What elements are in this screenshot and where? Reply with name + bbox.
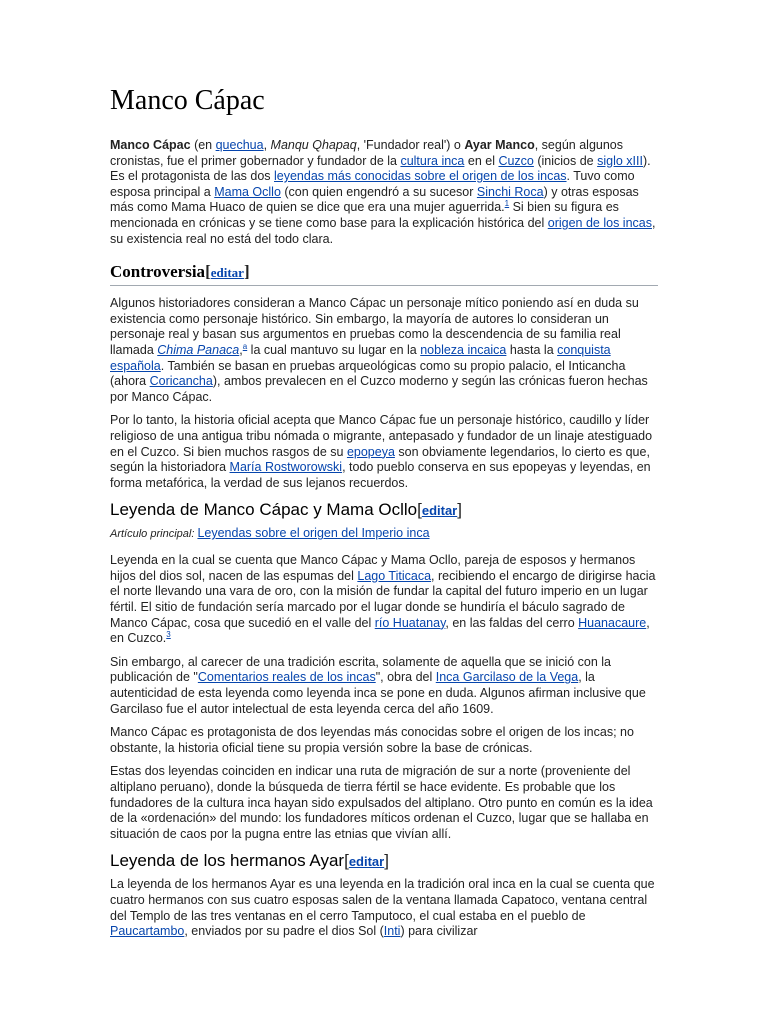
link-origen-incas[interactable]: origen de los incas <box>547 215 652 230</box>
link-lago-titicaca[interactable]: Lago Titicaca <box>357 568 432 583</box>
text: , todo pueblo conserva en sus epopeyas y leyendas, en forma metafórica, la verdad de sus lejanos recuerdos. <box>110 460 651 490</box>
link-maria-rostworowski[interactable]: María Rostworowski <box>229 460 343 475</box>
text: ) para civilizar <box>400 924 478 939</box>
link-mama-ocllo[interactable]: Mama Ocllo <box>214 184 281 199</box>
text: hasta la <box>506 342 558 357</box>
heading-text: Leyenda de Manco Cápac y Mama Ocllo <box>110 500 418 520</box>
text: la cual mantuvo su lugar en la <box>247 342 421 357</box>
text: ) y otras esposas más como Mama Huaco de quien se dice que era una mujer aguerrida. <box>110 184 639 215</box>
edit-link[interactable]: editar <box>348 854 385 870</box>
link-sinchi-roca[interactable]: Sinchi Roca <box>476 184 544 199</box>
link-leyendas[interactable]: leyendas más conocidas sobre el origen de los incas <box>274 169 567 184</box>
text: , recibiendo el encargo de dirigirse hacia el norte llevando una vara de oro, con la misión de fundar la capital del futuro imperio en un lugar fértil. El sitio de fundación sería marcado por el lugar donde se hundiría el báculo sagrado de Manco Cápac, cosa que sucedió en el valle del <box>110 568 656 630</box>
link-comentarios-reales[interactable]: Comentarios reales de los incas <box>197 670 376 685</box>
text: , 'Fundador real') o <box>356 138 465 152</box>
bracket: [ <box>417 500 422 520</box>
text: , la autenticidad de esta leyenda como leyenda inca se pone en duda. Algunos afirman inclusive que Garcilaso fue el autor intelectual de esta leyenda cerca del año 1609. <box>110 670 646 716</box>
text: , enviados por su padre el dios Sol ( <box>184 924 384 939</box>
paragraph <box>110 553 658 647</box>
text: Por lo tanto, la historia oficial acepta que Manco Cápac fue un personaje histórico, caudillo y líder religioso de una antigua tribu nómada o migrante, antepasado y fundador de un linaje atestiguado en el Cuzco. Si bien muchos rasgos de su <box>110 413 653 459</box>
link-inti[interactable]: Inti <box>383 924 401 939</box>
heading-leyenda-manco <box>110 499 658 522</box>
text: Sin embargo, al carecer de una tradición escrita, solamente de aquella que se inició con la publicación de " <box>110 654 611 685</box>
intro-paragraph <box>110 138 658 247</box>
link-cuzco[interactable]: Cuzco <box>498 153 534 168</box>
link-huanacaure[interactable]: Huanacaure <box>578 615 647 630</box>
text: son obviamente legendarios, lo cierto es que, según la historiadora <box>110 444 650 475</box>
italic-term: Manqu Qhapaq <box>270 138 357 152</box>
text: , <box>239 342 243 357</box>
paragraph <box>110 413 658 491</box>
link-chima-panaca[interactable]: Chima Panaca <box>157 342 240 357</box>
text: Algunos historiadores consideran a Manco Cápac un personaje mítico poniendo así en duda su existencia como personaje histórico. Sin embargo, la mayoría de autores lo consideran un personaje real y basan sus argumentos en pruebas como la descendencia de su familia real llamada <box>110 296 639 357</box>
text: ). Es el protagonista de las dos <box>110 153 651 184</box>
text: (en <box>190 138 216 152</box>
text: , en Cuzco. <box>110 615 650 646</box>
text: Leyenda en la cual se cuenta que Manco Cápac y Mama Ocllo, pareja de esposos y hermanos hijos del dios sol, nacen de las espumas del <box>110 553 636 583</box>
bracket: ] <box>243 262 250 282</box>
text: ", obra del <box>375 670 436 685</box>
text: (con quien engendró a su sucesor <box>280 184 477 199</box>
heading-controversia <box>110 261 658 286</box>
link-quechua[interactable]: quechua <box>215 138 264 152</box>
footnote-ref[interactable]: a <box>242 341 248 351</box>
bold-term: Manco Cápac <box>110 138 191 152</box>
bracket: ] <box>457 500 462 520</box>
article-content <box>110 84 658 948</box>
footnote-ref[interactable]: 1 <box>504 199 510 209</box>
text: ), ambos prevalecen en el Cuzco moderno y según las crónicas fueron hechas por Manco Cápac. <box>110 374 648 404</box>
text: Si bien su figura es mencionada en crónicas y se tiene como base para la explicación histórica del <box>110 200 619 230</box>
heading-hermanos-ayar <box>110 850 658 873</box>
paragraph <box>110 655 658 717</box>
heading-text: Leyenda de los hermanos Ayar <box>110 851 345 871</box>
heading-text: Controversia <box>110 262 206 282</box>
bold-term: Ayar Manco <box>464 138 535 152</box>
text: . También se basan en pruebas arqueológicas como su propio palacio, el Inticancha (ahora <box>110 358 626 389</box>
bracket: [ <box>344 851 349 871</box>
hatnote <box>110 526 658 541</box>
text: (inicios de <box>533 153 598 168</box>
text: . Tuvo como esposa principal a <box>110 169 635 199</box>
link-paucartambo[interactable]: Paucartambo <box>110 924 185 939</box>
bracket: [ <box>205 262 211 282</box>
link-nobleza-incaica[interactable]: nobleza incaica <box>420 342 507 357</box>
text: , según algunos cronistas, fue el primer gobernador y fundador de la <box>110 138 623 168</box>
paragraph <box>110 296 658 405</box>
text: , en las faldas del cerro <box>445 615 579 630</box>
link-conquista[interactable]: conquista española <box>110 342 611 373</box>
text: , su existencia real no está del todo clara. <box>110 215 656 246</box>
text: La leyenda de los hermanos Ayar es una leyenda en la tradición oral inca en la cual se cuenta que cuatro hermanos con sus cuatro esposas salen de la ventana llamada Capatoco, ventana central del Templo de las tres ventanas en el cerro Tamputoco, el cual estaba en el pueblo de <box>110 877 655 923</box>
hatnote-label: Artículo principal: <box>110 528 195 541</box>
text: , <box>263 138 271 152</box>
paragraph <box>110 877 658 939</box>
link-main-article[interactable]: Leyendas sobre el origen del Imperio inca <box>197 526 430 541</box>
edit-link[interactable]: editar <box>421 503 458 519</box>
link-inca-garcilaso[interactable]: Inca Garcilaso de la Vega <box>435 670 579 685</box>
edit-link[interactable]: editar <box>210 265 244 281</box>
link-coricancha[interactable]: Coricancha <box>149 374 213 389</box>
paragraph: Estas dos leyendas coinciden en indicar una ruta de migración de sur a norte (proveniente del altiplano peruano), donde la búsqueda de tierra fértil se hace evidente. Es probable que los fundadores de la cultura inca hayan sido expulsados del altiplano. Otro punto en común es la idea de la «ordenación» del mundo: los fundadores míticos ordenan el Cuzco, lugar que se hallaba en situación de caos por la pugna entre las etnias que vivían allí. <box>110 764 653 841</box>
link-siglo[interactable]: siglo xIII <box>597 153 643 168</box>
text: en el <box>464 153 499 168</box>
footnote-ref[interactable]: 3 <box>166 630 171 640</box>
link-epopeya[interactable]: epopeya <box>346 444 395 459</box>
page-title: Manco Cápac <box>110 85 265 116</box>
bracket: ] <box>384 851 389 871</box>
link-cultura-inca[interactable]: cultura inca <box>400 153 465 168</box>
paragraph: Manco Cápac es protagonista de dos leyendas más conocidas sobre el origen de los incas; no obstante, la historia oficial tiene su propia versión sobre la base de crónicas. <box>110 725 634 755</box>
link-rio-huatanay[interactable]: río Huatanay <box>374 615 446 630</box>
